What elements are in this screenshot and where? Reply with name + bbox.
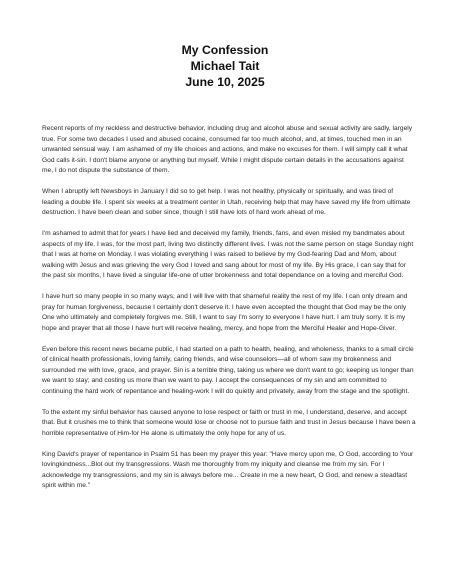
document-date: June 10, 2025 (185, 75, 265, 89)
paragraph: King David's prayer of repentance in Psalm 51 has been my prayer this year: "Have mercy upon me, O God, according to Your lovingkindness...Blot out my transgressions. Wash me thoroughly from my iniquity and cleanse me from my sin. For I acknowledge my transgressions, and my sin is always before me... Create in me a new heart, O God, and renew a steadfast spirit within me." (42, 450, 414, 489)
document-author: Michael Tait (190, 59, 260, 73)
document-header (0, 42, 450, 90)
paragraph: Recent reports of my reckless and destructive behavior, including drug and alcohol abuse and sexual activity are sadly, largely true. For some two decades I used and abused cocaine, consumed far too much alcohol, and, at times, touched men in an unwanted sensual way. I am ashamed of my life choices and actions, and make no excuses for them. I will simply call it what God calls it-sin. I don't blame anyone or anything but myself. While I might dispute certain details in the accusations against me, I do not dispute the substance of them. (42, 125, 413, 174)
paragraph: Even before this recent news became public, I had started on a path to health, healing, and wholeness, thanks to a small circle of clinical health professionals, loving family, caring friends, and wise counselors—all of whom saw my brokenness and surrounded me with love, grace, and prayer. Sin is a terrible thing, taking us where we don't want to go; keeping us longer than we want to stay; and costing us more than we want to pay. I accept the consequences of my sin and am committed to continuing the hard work of repentance and healing-work I will do quietly and privately, away from the stage and the spotlight. (42, 345, 414, 395)
paragraph: To the extent my sinful behavior has caused anyone to lose respect or faith or trust in me, I understand, deserve, and accept that. But it crushes me to think that someone would lose or choose not to pursue faith and trust in Jesus because I have been a horrible representative of Him-for He alone is ultimately the only hope for any of us. (42, 408, 416, 437)
document-title: My Confession (181, 43, 269, 57)
paragraph: I have hurt so many people in so many ways, and I will live with that shameful reality the rest of my life. I can only dream and pray for human forgiveness, because I certainly don't deserve it. I have even accepted the thought that God may be the only One who ultimately and completely forgives me. Still, I want to say I'm sorry to everyone I have hurt. I am truly sorry. It is my hope and prayer that all those I have hurt will receive healing, mercy, and hope from the Merciful Healer and Hope-Giver. (42, 293, 408, 332)
paragraph: I'm ashamed to admit that for years I have lied and deceived my family, friends, fans, and even misled my bandmates about aspects of my life. I was, for the most part, living two distinctly different lives. I was not the same person on stage Sunday night that I was at home on Monday. I was violating everything I was raised to believe by my God-fearing Dad and Mom, about walking with Jesus and was grieving the very God I loved and sang about for most of my life. By His grace, I can say that for the past six months, I have lived a singular life-one of utter brokenness and total dependance on a loving and merciful God. (42, 230, 414, 279)
document-body (42, 124, 416, 502)
paragraph: When I abruptly left Newsboys in January I did so to get help. I was not healthy, physically or spiritually, and was tired of leading a double life. I spent six weeks at a treatment center in Utah, receiving help that may have saved my life from ultimate destruction. I have been clean and sober since, though I still have lots of hard work ahead of me. (42, 188, 411, 216)
